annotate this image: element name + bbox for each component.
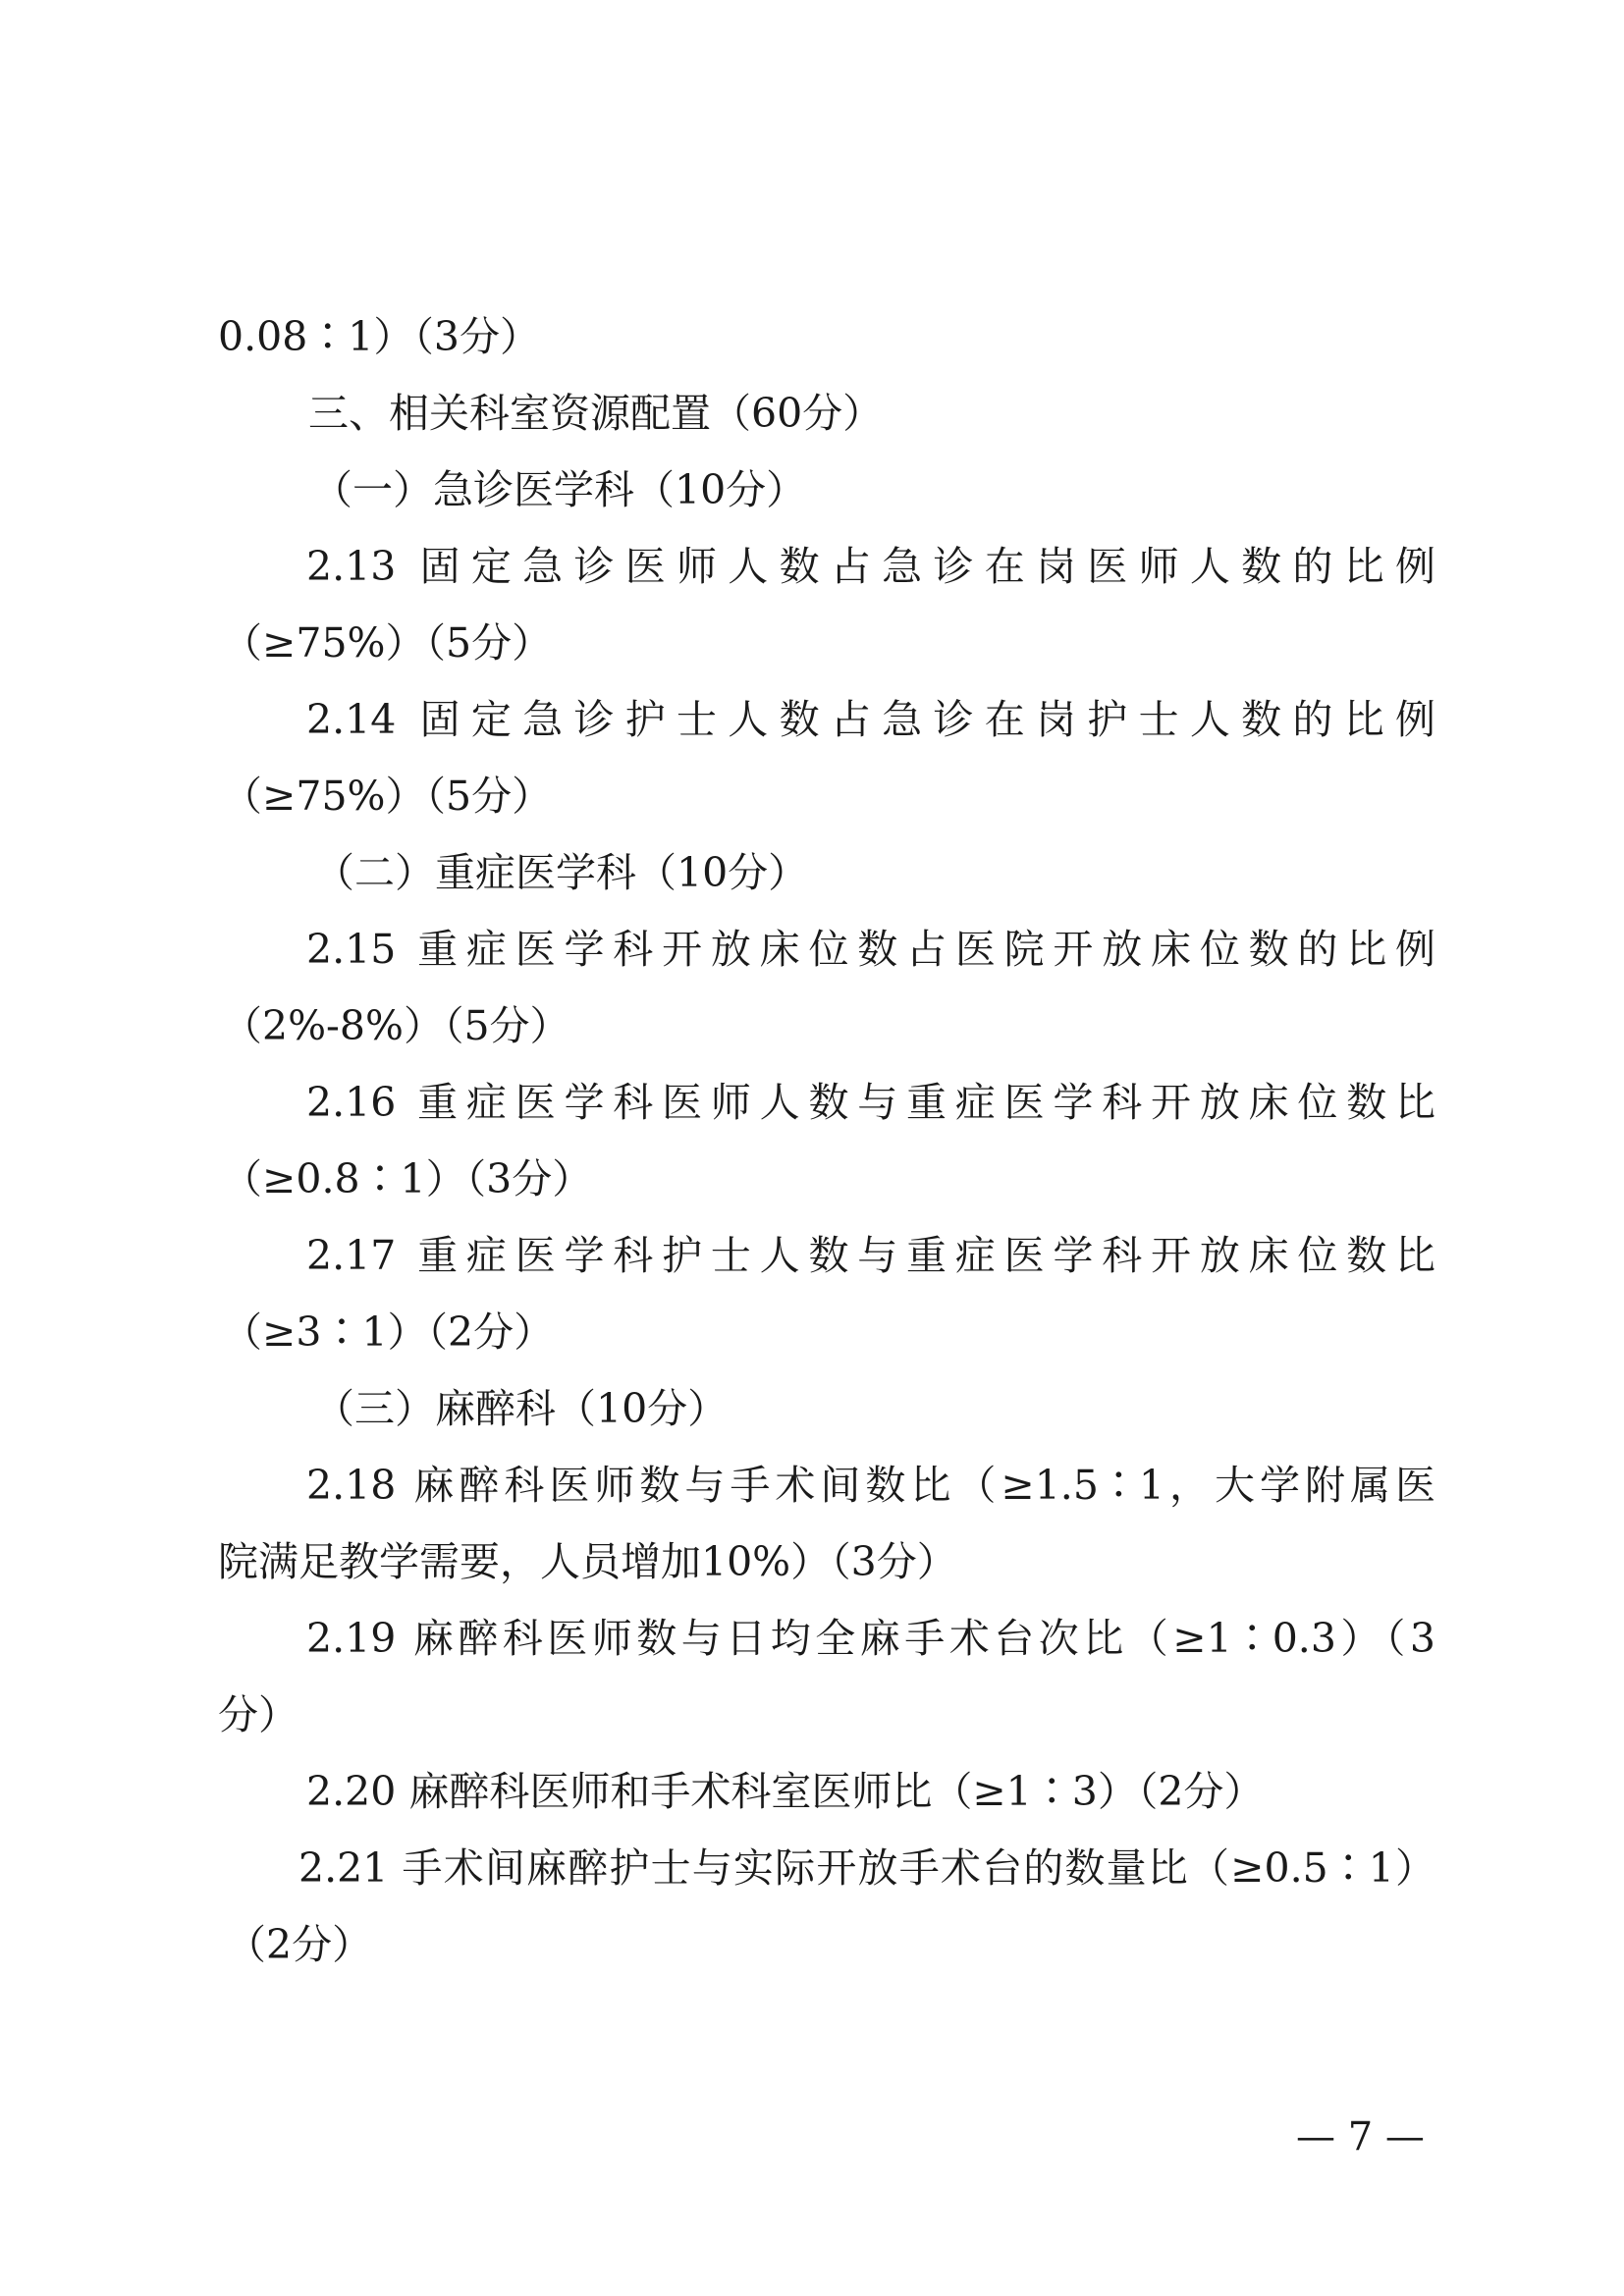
text-line: （2%-8%）（5分）: [222, 1002, 570, 1049]
text-line: 2.14 固定急诊护士人数占急诊在岗护士人数的比例: [306, 696, 1435, 743]
subsection-heading: （二）重症医学科（10分）: [314, 849, 809, 896]
text-line: 2.20 麻醉科医师和手术科室医师比（≥1∶3）（2分）: [306, 1768, 1265, 1815]
text-line: 2.21 手术间麻醉护士与实际开放手术台的数量比（≥0.5∶1）: [298, 1844, 1435, 1892]
text-line: 2.15 重症医学科开放床位数占医院开放床位数的比例: [306, 926, 1435, 973]
text-line: （2分）: [226, 1921, 373, 1968]
section-heading: 三、相关科室资源配置（60分）: [308, 390, 884, 437]
text-line: （≥3∶1）（2分）: [222, 1308, 555, 1356]
text-line: （≥75%）（5分）: [222, 773, 553, 820]
subsection-heading: （一）急诊医学科（10分）: [312, 466, 807, 513]
text-line: 2.17 重症医学科护士人数与重症医学科开放床位数比: [306, 1232, 1435, 1279]
page-number: — 7 —: [1296, 2114, 1425, 2160]
text-line: 院满足教学需要，人员增加10%）（3分）: [218, 1538, 957, 1585]
text-line: 2.16 重症医学科医师人数与重症医学科开放床位数比: [306, 1079, 1435, 1126]
text-line: 2.13 固定急诊医师人数占急诊在岗医师人数的比例: [306, 543, 1435, 590]
text-line: 0.08∶1）（3分）: [218, 313, 540, 360]
text-line: 2.18 麻醉科医师数与手术间数比（≥1.5∶1，大学附属医: [306, 1462, 1435, 1509]
text-line: 2.19 麻醉科医师数与日均全麻手术台次比（≥1∶0.3）（3: [306, 1615, 1435, 1662]
text-line: 分）: [218, 1691, 298, 1738]
text-line: （≥0.8∶1）（3分）: [222, 1155, 593, 1202]
subsection-heading: （三）麻醉科（10分）: [314, 1385, 729, 1432]
text-line: （≥75%）（5分）: [222, 619, 553, 667]
